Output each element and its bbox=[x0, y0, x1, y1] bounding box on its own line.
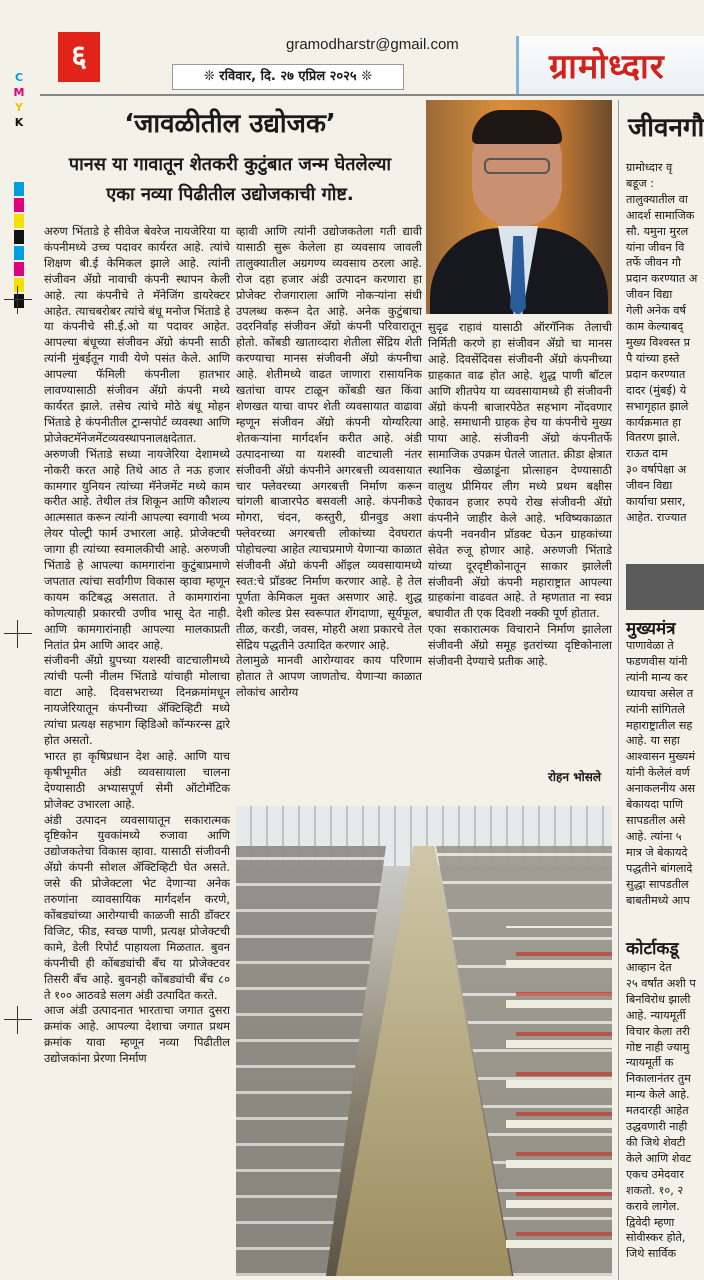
column-rule bbox=[618, 100, 619, 1280]
article-column-2 bbox=[236, 224, 422, 794]
side-grey-box bbox=[626, 564, 704, 610]
color-swatch bbox=[14, 246, 24, 260]
side-text-line: एकच उमेदवार bbox=[626, 1167, 684, 1181]
side-text-line: यांनी केलेलं वर्ण bbox=[626, 766, 690, 780]
side-article-headline: जीवनगौ bbox=[628, 113, 704, 143]
side-text-line: बेकायदा पाणि bbox=[626, 798, 683, 812]
side-text-line: काम केल्याबद् bbox=[626, 320, 684, 334]
paragraph: तेलामुळे मानवी आरोग्यावर काय परिणाम होतात ते आपण जाणतोच. येणाऱ्या काळात लोकांच आरोग्य bbox=[236, 653, 422, 700]
paragraph: आज अंडी उत्पादनात भारताचा जगात दुसरा क्रमांक आहे. आपल्या देशाचा जगात प्रथम क्रमांक यावा म्हणून नव्या पिढीतील उद्योजकांना प्रेरणा निर्माण bbox=[44, 1003, 230, 1066]
side-text-line: तर्फे जीवन गौ bbox=[626, 256, 681, 270]
side-text-line: गेली अनेक वर्ष bbox=[626, 304, 686, 318]
article-subhead bbox=[38, 150, 422, 210]
side-text-line: ३० वर्षापेक्षा अ bbox=[626, 463, 687, 477]
cmyk-registration-marks bbox=[12, 70, 26, 130]
side-text-line: की जिथे शेवटी bbox=[626, 1135, 686, 1149]
registration-crosshair-icon bbox=[4, 286, 32, 314]
side-text-line: त्यांनी सांगितले bbox=[626, 702, 685, 716]
side-text-line: महाराष्ट्रातील सह bbox=[626, 718, 693, 732]
paragraph: अरुणजी भिंताडे सध्या नायजेरिया देशामध्ये नोकरी करत आहे तिथे आठ ते नऊ हजार कामगार युनियन त्यांच्या मॅनेजमेंट मध्ये काम करीत आहे. तेथील तंत्र शिकून आणि कौशल्य आत्मसात करून त्यांनी आपल्या स्वगावी भव्य लेयर पोल्ट्री फार्म उभारला आहे. प्रोजेक्टची जागा ही त्यांच्या स्वमालकीची आहे. अरुणजी भिंताडे हे आपल्या कामगारांना कुटुंबाप्रमाणे जपतात त्यांचा सर्वांगीण विकास व्हावा म्हणून कायम कटिबद्ध असतात. ते कामगारांना कोणत्याही प्रकारची उणीव भासू देत नाही. आणि कामगारांनाही आपल्या मालकाप्रती नितांत प्रेम आणि आदर आहे. bbox=[44, 446, 230, 652]
side-text-line: दादर (मुंबई) ये bbox=[626, 383, 687, 397]
side-text-line: सापडतील असे bbox=[626, 813, 686, 827]
registration-crosshair-icon bbox=[4, 1006, 32, 1034]
side-text-line: उद्धवणारी नाही bbox=[626, 1120, 688, 1134]
cmyk-k: K bbox=[14, 116, 24, 129]
side-text-line: मुख्य विश्वस्त प्र bbox=[626, 335, 691, 349]
paragraph: एका सकारात्मक विचाराने निर्माण झालेला संजीवनी ॲग्रो समूह इतरांच्या दृष्टिकोनाला संजीवनी देण्याचे प्रतीक आहे. bbox=[428, 622, 612, 669]
color-swatch bbox=[14, 182, 24, 196]
issue-date: ❊ रविवार, दि. २७ एप्रिल २०२५ ❊ bbox=[172, 64, 404, 90]
side-text-line: बाबतीमध्ये आप bbox=[626, 893, 690, 907]
color-swatch bbox=[14, 230, 24, 244]
color-swatch bbox=[14, 214, 24, 228]
side-text-line: २५ वर्षांत अशी प bbox=[626, 976, 696, 990]
side-text-line: जीवन विद्या bbox=[626, 288, 673, 302]
side-text-line: विचार केला तरी bbox=[626, 1024, 690, 1038]
article-byline: रोहन भोसले bbox=[548, 770, 602, 784]
registration-crosshair-icon bbox=[4, 620, 32, 648]
side-text-line: पाणावेळा ते bbox=[626, 639, 674, 652]
subhead-line-1: पानस या गावातून शेतकरी कुटुंबात जन्म घेतलेल्या bbox=[68, 154, 392, 175]
side-text-line: जिथे सार्विक bbox=[626, 1247, 677, 1261]
side-text-line: कार्यक्रमात हा bbox=[626, 415, 681, 429]
side-text-line: आहे. त्यांना ५ bbox=[626, 829, 682, 843]
side-text-line: ध्यायचा असेल त bbox=[626, 686, 694, 700]
farm-hen-combs bbox=[516, 936, 612, 1266]
photo-hair bbox=[472, 110, 562, 144]
side-subhead-3: कोर्टाकडू bbox=[626, 939, 679, 959]
side-text-line: द्विवेदी म्हणा bbox=[626, 1215, 675, 1229]
side-text-line: अनाकलनीय अस bbox=[626, 782, 696, 796]
side-text-line: पद्धतीने बांगलादे bbox=[626, 861, 693, 875]
side-text-line: न्यायमूर्ती क bbox=[626, 1056, 674, 1070]
side-text-line: सोवीस्कर होते, bbox=[626, 1231, 686, 1245]
poultry-farm-photo bbox=[236, 806, 612, 1276]
side-text-line: राऊत दाम bbox=[626, 447, 668, 461]
paragraph: व्हावी आणि त्यांनी उद्योजकतेला गती द्यावी यासाठी सुरू केलेला हा व्यवसाय जावली तालुक्यातील अग्रगण्य व्यवसाय ठरला आहे. रोज दहा हजार अंडी उत्पादन करणारा हा प्रोजेक्ट रोजगाराला आणि नोकऱ्यांना संधी उपलब्ध करून देत आहे. अनेक कुटुंबाचा उदरनिर्वाह संजीवन ॲग्रो कंपनी परिवारातून होतो. कोंबडी खाताव्दारा शेतीला सेंद्रिय शेती करण्याचा मानस संजीवनी ॲग्रो कंपनीचा आहे. शेतीमध्ये वाढत जाणारा रासायनिक खतांचा वापर टाळून कोंबडी खत किंवा शेणखत याचा वापर शेती व्यवसायात वाढावा म्हणून संजीवन ॲग्रो कंपनी योग्यरित्या शेतकऱ्यांना मार्गदर्शन करीत आहे. अंडी उत्पादनाच्या या यशस्वी वाटचाली नंतर संजीवनी ॲग्रो कंपनीने अगरबत्ती व्यवसायात चार फ्लेवरच्या अगरबत्ती निर्माण करून चांगली बाजारपेठ बसवली आहे. कंपनीकडे मोगरा, चंदन, कस्तुरी, ग्रीनवुड अशा फ्लेवरच्या अगरबत्ती लोकांच्या देवघरात पोहोचल्या आहेत त्याचप्रमाणे येणाऱ्या काळात संजीवनी ॲग्रो कंपनी ऑइल व्यवसायामध्ये स्वत:चे प्रॉडक्ट निर्माण करणार आहे. हे तेल पूर्णता केमिकल मुक्त असणार आहे. शुद्ध देशी कोल्ड प्रेस स्वरूपात शेंगदाणा, सूर्यफूल, तीळ, करडी, जवस, मोहरी अशा प्रकारचे तेल सेंद्रिय पद्धतीने उत्पादित करणार आहे. bbox=[236, 224, 422, 652]
side-text-line: पै यांच्या हस्ते bbox=[626, 351, 680, 365]
side-text-line: बिनविरोध झाली bbox=[626, 992, 691, 1006]
side-article-text-3 bbox=[626, 960, 704, 1280]
newspaper-masthead bbox=[516, 36, 704, 94]
paragraph: सुदृढ राहावं यासाठी ऑरगॅनिक तेलाची निर्मिती करणे हा संजीवन ॲग्रो चा मानस आहे. दिवसेंदिवस संजीवनी ॲग्रो कंपनीच्या ग्राहकात वाढ होत आहे. शुद्ध पाणी बॉटल आणि शीतपेय या व्यवसायामध्ये ही संजीवनी ॲग्रो कंपनी बाजारपेठेत सहभाग नोंदवणार आहे. समाधानी ग्राहक हेच या कंपनीचे मुख्य पाया आहे. संजीवनी ॲग्रो कंपनीतर्फे सामाजिक उपक्रम घेतले जातात. क्रीडा क्षेत्रात स्थानिक खेळाडूंना प्रोत्साहन देण्यासाठी वालुथ प्रीमियर लीग मध्ये प्रथम बक्षीस ऐकावन हजार रुपये रोख संजीवनी ॲग्रो कंपनीने जाहीर केले आहे. भविष्यकाळात कंपनी नवनवीन प्रॉडक्ट घेऊन ग्राहकांच्या सेवेत रुजू होणार आहे. अरुणजी भिंताडे यांच्या दूरदृष्टीकोनातून साकार झालेली संजीवनी ॲग्रो कंपनी महाराष्ट्रात आपल्या ग्राहकांना वाढवत आहे. ते म्हणतात ना स्वप्न बघावीत ती एक दिवशी नक्की पूर्ण होतात. bbox=[428, 320, 612, 621]
contact-email: gramodharstr@gmail.com bbox=[286, 36, 459, 53]
side-text-line: सभागृहात झाले bbox=[626, 399, 689, 413]
paragraph: अरुण भिंताडे हे सीवेज बेवरेज नायजेरिया या कंपनीमध्ये उच्च पदावर कार्यरत आहे. त्यांचे शिक्षण बी.ई केमिकल झाले आहे. त्यांनी संजीवन ॲग्रो नावाची कंपनी स्थापन केली आहे. त्या कंपनीचे ते मॅनेजिंग डायरेक्टर आहेत. त्याचबरोबर त्यांचे बंधू मनोज भिंताडे हे या कंपनीचे सी.ई.ओ या पदावर आहेत. आपल्या बंधूच्या संजीवन ॲग्रो कंपनी साठी त्यांनी मुंबईतून गावी येणे पसंत केले. आणि आपल्या फॅमिली कंपनीला हातभार लावण्यासाठी संजीवन ॲग्रो कंपनी मध्ये कार्यरत झाले. तसेच त्यांचे मोठे बंधू मोहन भिंताडे हे कंपनीतील ट्रान्सपोर्ट व्यवस्था आणि प्रोजेक्टमॅनेजमेंटव्यवस्थापनालक्षदेतात. bbox=[44, 224, 230, 445]
side-article-text-1 bbox=[626, 160, 704, 560]
side-text-line: त्यांनी मान्य कर bbox=[626, 670, 688, 684]
cmyk-m: M bbox=[13, 86, 25, 99]
masthead-title: ग्रामोध्दार bbox=[549, 47, 665, 87]
side-text-line: वितरण झाले. bbox=[626, 431, 681, 445]
side-text-line: आदर्श सामाजिक bbox=[626, 208, 695, 222]
side-text-line: ग्रामोध्दार वृ bbox=[626, 161, 673, 174]
side-text-line: जीवन विद्या bbox=[626, 479, 673, 493]
side-text-line: गोष्ट नाही ज्यामु bbox=[626, 1040, 690, 1054]
side-text-line: आव्हान देत bbox=[626, 961, 672, 974]
page-number: ६ bbox=[58, 32, 100, 82]
photo-glasses bbox=[484, 158, 550, 174]
side-text-line: आहे. न्यायमूर्ती bbox=[626, 1008, 686, 1022]
side-text-line: तालुक्यातील वा bbox=[626, 192, 688, 206]
side-text-line: कार्याचा प्रसार, bbox=[626, 495, 686, 509]
side-text-line: मात्र जे बेकायदे bbox=[626, 845, 688, 859]
article-headline: ‘जावळीतील उद्योजक’ bbox=[124, 109, 336, 139]
side-text-line: बडूज : bbox=[626, 176, 654, 190]
side-text-line: सौ. यमुना मुरल bbox=[626, 224, 689, 238]
article-column-1 bbox=[44, 224, 230, 1274]
paragraph: अंडी उत्पादन व्यवसायातून सकारात्मक दृष्टिकोन युवकांमध्ये रुजावा आणि उद्योजकतेचा विकास व्हावा. यासाठी संजीवनी ॲग्रो कंपनी सोशल ॲक्टिव्हिटी घेत असते. जसे की प्रोजेक्टला भेट देणाऱ्या अनेक तरुणांना व्यावसायिक मार्गदर्शन करणे, कोंबड्यांच्या आरोग्याची काळजी साठी डॉक्टर विजिट, फीड, स्वच्छ पाणी, प्रत्यक्ष प्रोजेक्टची कामे, डेली रिपोर्ट पाहायला मिळतात. बुवन कंपनीची ही कोंबड्यांची बँच या प्रोजेक्टवर तिसरी बँच आहे. बुवनही कोंबड्यांची बँच ८० ते १०० आठवडे सलग अंडी उत्पादित करते. bbox=[44, 812, 230, 1002]
paragraph: भारत हा कृषिप्रधान देश आहे. आणि याच कृषीभूमीत अंडी व्यवसायाला चालना देण्यासाठी अभ्यासपूर्ण सेमी ऑटोमॅटिक प्रोजेक्ट उभारला आहे. bbox=[44, 748, 230, 811]
side-text-line: फडणवीस यांनी bbox=[626, 654, 688, 668]
side-text-line: आहेत. राज्यात bbox=[626, 510, 687, 524]
side-subhead-2: मुख्यमंत्र bbox=[626, 619, 676, 639]
side-text-line: प्रदान करण्यात अ bbox=[626, 272, 698, 286]
subhead-line-2: एका नव्या पिढीतील उद्योजकाची गोष्ट. bbox=[106, 184, 354, 205]
side-text-line: मतदारही आहेत bbox=[626, 1104, 689, 1118]
side-text-line: निकालानंतर तुम bbox=[626, 1072, 691, 1086]
side-text-line: यांना जीवन वि bbox=[626, 240, 685, 254]
color-swatch bbox=[14, 262, 24, 276]
header-rule bbox=[40, 94, 704, 96]
side-text-line: शकतो. १०, २ bbox=[626, 1183, 684, 1197]
cmyk-c: C bbox=[14, 71, 24, 84]
color-swatch bbox=[14, 198, 24, 212]
side-text-line: करावे लागेल. bbox=[626, 1199, 680, 1213]
side-text-line: मान्य केले आहे. bbox=[626, 1088, 690, 1102]
side-text-line: आहे. या सहा bbox=[626, 734, 680, 748]
side-text-line: प्रदान करण्यात bbox=[626, 367, 686, 381]
side-text-line: सुद्धा सापडतील bbox=[626, 877, 689, 891]
paragraph: संजीवनी ॲग्रो ग्रुपच्या यशस्वी वाटचालीमध्ये त्यांची पत्नी नीलम भिंताडे यांचाही मोलाचा वाटा आहे. दिवसभराच्या दिनक्रमांमधून नायजेरियातून कंपनीच्या ॲक्टिव्हिटी मध्ये त्यांचा प्रत्यक्ष सहभाग व्हिडिओ कॉन्फरन्स द्वारे होत असतो. bbox=[44, 653, 230, 747]
cmyk-y: Y bbox=[15, 101, 23, 114]
article-column-3 bbox=[428, 320, 612, 750]
portrait-photo bbox=[426, 100, 612, 314]
side-text-line: आश्वासन मुख्यमं bbox=[626, 750, 696, 764]
side-article-text-2 bbox=[626, 638, 704, 934]
side-text-line: केले आणि शेवट bbox=[626, 1151, 692, 1165]
